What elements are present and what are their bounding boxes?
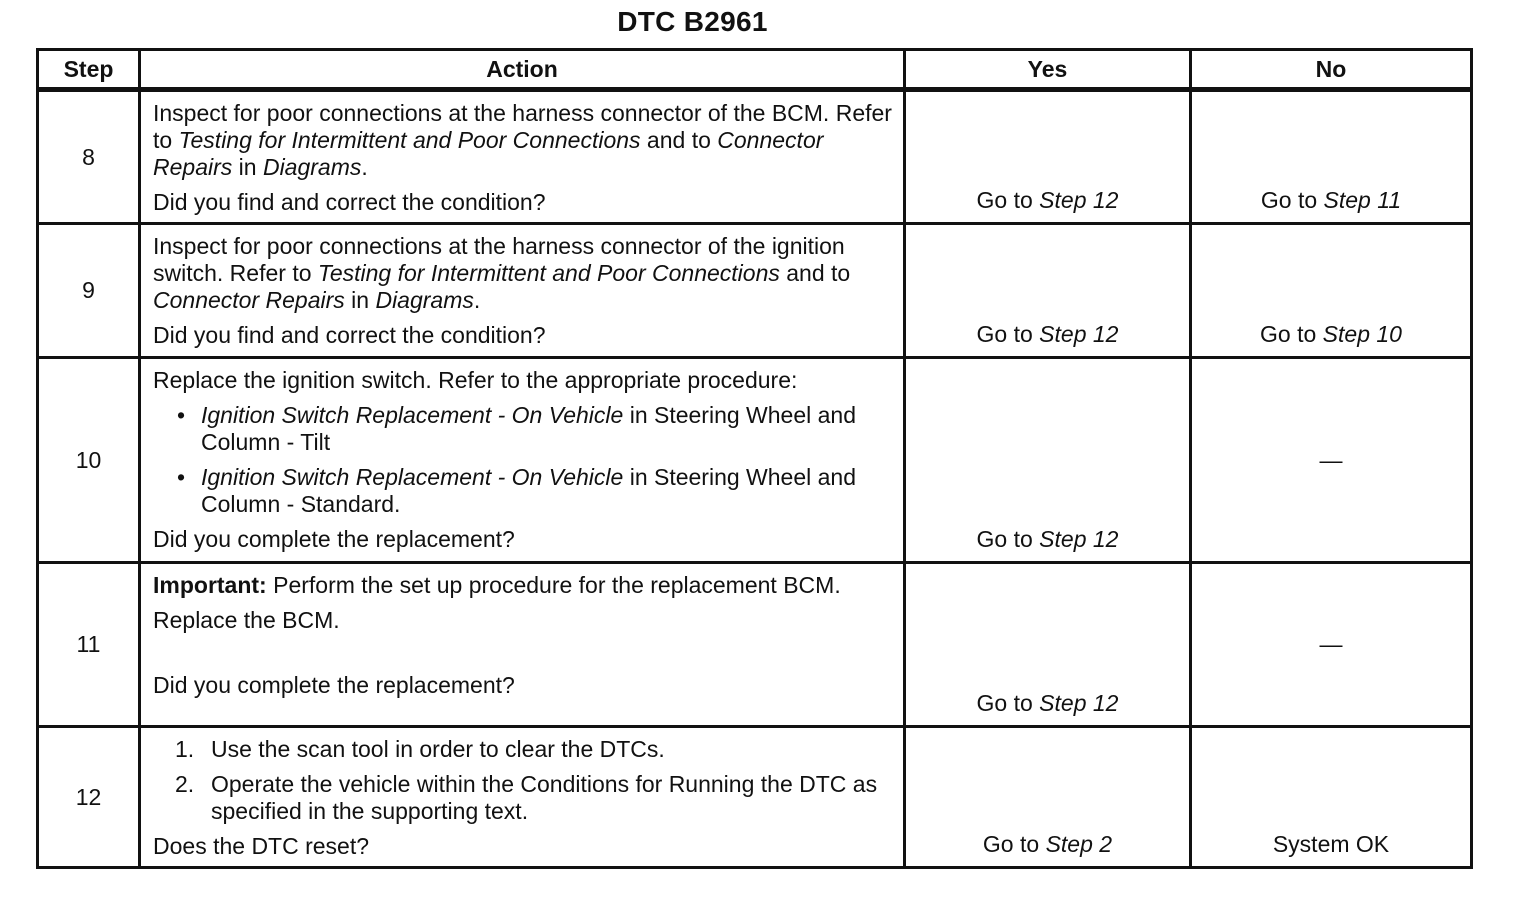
action-paragraph	[153, 233, 893, 314]
column-header-yes: Yes	[905, 50, 1191, 90]
step-link[interactable]: Step 12	[1039, 690, 1119, 716]
yes-cell	[905, 727, 1191, 868]
action-cell	[140, 90, 905, 224]
action-cell	[140, 727, 905, 868]
list-item	[201, 402, 893, 456]
column-header-action: Action	[140, 50, 905, 90]
column-header-step: Step	[38, 50, 140, 90]
list-item	[175, 736, 893, 763]
action-cell	[140, 358, 905, 563]
procedure-steps	[153, 736, 893, 825]
step-link[interactable]: Step 10	[1322, 321, 1402, 347]
goto-label: Go to	[982, 831, 1046, 857]
yes-cell	[905, 563, 1191, 727]
action-text: in	[232, 154, 263, 180]
list-item-text: Operate the vehicle within the Conditions for Running the DTC as specified in the supporting text.	[211, 771, 878, 824]
action-text: .	[473, 287, 481, 313]
action-text: and to	[779, 260, 851, 286]
step-link[interactable]: Step 12	[1039, 526, 1119, 552]
reference-link[interactable]: Connector Repairs	[153, 287, 345, 313]
step-number: 10	[38, 358, 140, 563]
step-link[interactable]: Step 2	[1045, 831, 1113, 857]
action-text: .	[361, 154, 368, 180]
table-row	[38, 90, 1472, 224]
reference-link[interactable]: Diagrams	[262, 154, 362, 180]
table-row	[38, 727, 1472, 868]
action-instruction: Replace the BCM.	[153, 607, 340, 633]
list-number: 2.	[175, 771, 195, 797]
action-intro: Replace the ignition switch. Refer to the appropriate procedure:	[153, 367, 798, 393]
step-number: 8	[38, 90, 140, 224]
table-row	[38, 358, 1472, 563]
reference-link[interactable]: Testing for Intermittent and Poor Connections	[317, 260, 780, 286]
action-question: Did you complete the replacement?	[153, 672, 515, 698]
step-link[interactable]: Step 12	[1039, 187, 1119, 213]
reference-link[interactable]: Connector Repairs	[153, 127, 824, 180]
goto-label: Go to	[976, 526, 1040, 552]
action-question: Did you find and correct the condition?	[153, 189, 546, 215]
step-number: 12	[38, 727, 140, 868]
no-cell: System OK	[1191, 727, 1472, 868]
important-note	[153, 572, 893, 599]
procedure-list	[153, 402, 893, 518]
yes-cell	[905, 358, 1191, 563]
spacer	[153, 642, 893, 672]
list-number: 1.	[175, 736, 195, 762]
action-question: Did you find and correct the condition?	[153, 322, 546, 348]
no-cell	[1191, 224, 1472, 358]
action-question: Did you complete the replacement?	[153, 526, 515, 552]
goto-label: Go to	[1260, 321, 1323, 347]
action-text: and to	[640, 127, 718, 153]
list-item	[175, 771, 893, 825]
list-item-text: in Steering Wheel and Column - Tilt	[201, 402, 857, 455]
action-paragraph	[153, 100, 893, 181]
action-text: Inspect for poor connections at the harness connector of the BCM. Refer to	[153, 100, 892, 153]
goto-label: Go to	[976, 690, 1040, 716]
step-number: 9	[38, 224, 140, 358]
table-row	[38, 563, 1472, 727]
important-text: Perform the set up procedure for the replacement BCM.	[266, 572, 841, 598]
list-item	[201, 464, 893, 518]
action-text: in	[344, 287, 376, 313]
step-link[interactable]: Step 11	[1323, 187, 1402, 213]
page-title: DTC B2961	[617, 6, 768, 37]
yes-cell	[905, 224, 1191, 358]
reference-link[interactable]: Testing for Intermittent and Poor Connections	[178, 127, 641, 153]
header-row	[38, 50, 1472, 90]
action-question: Does the DTC reset?	[153, 833, 370, 859]
column-header-no: No	[1191, 50, 1472, 90]
action-text: Inspect for poor connections at the harness connector of the ignition switch. Refer to	[153, 233, 845, 286]
yes-cell	[905, 90, 1191, 224]
list-item-text: in Steering Wheel and Column - Standard.	[201, 464, 857, 517]
action-cell	[140, 563, 905, 727]
list-item-text: Use the scan tool in order to clear the DTCs.	[211, 736, 665, 762]
table-row	[38, 224, 1472, 358]
step-link[interactable]: Step 12	[1039, 321, 1119, 347]
goto-label: Go to	[976, 321, 1040, 347]
no-cell: —	[1191, 563, 1472, 727]
action-cell	[140, 224, 905, 358]
reference-link[interactable]: Ignition Switch Replacement - On Vehicle	[201, 464, 624, 490]
step-number: 11	[38, 563, 140, 727]
reference-link[interactable]: Ignition Switch Replacement - On Vehicle	[201, 402, 624, 428]
no-cell	[1191, 90, 1472, 224]
important-label: Important:	[153, 572, 267, 598]
goto-label: Go to	[976, 187, 1040, 213]
no-cell: —	[1191, 358, 1472, 563]
goto-label: Go to	[1260, 187, 1324, 213]
reference-link[interactable]: Diagrams	[375, 287, 474, 313]
dtc-table	[36, 48, 1473, 869]
